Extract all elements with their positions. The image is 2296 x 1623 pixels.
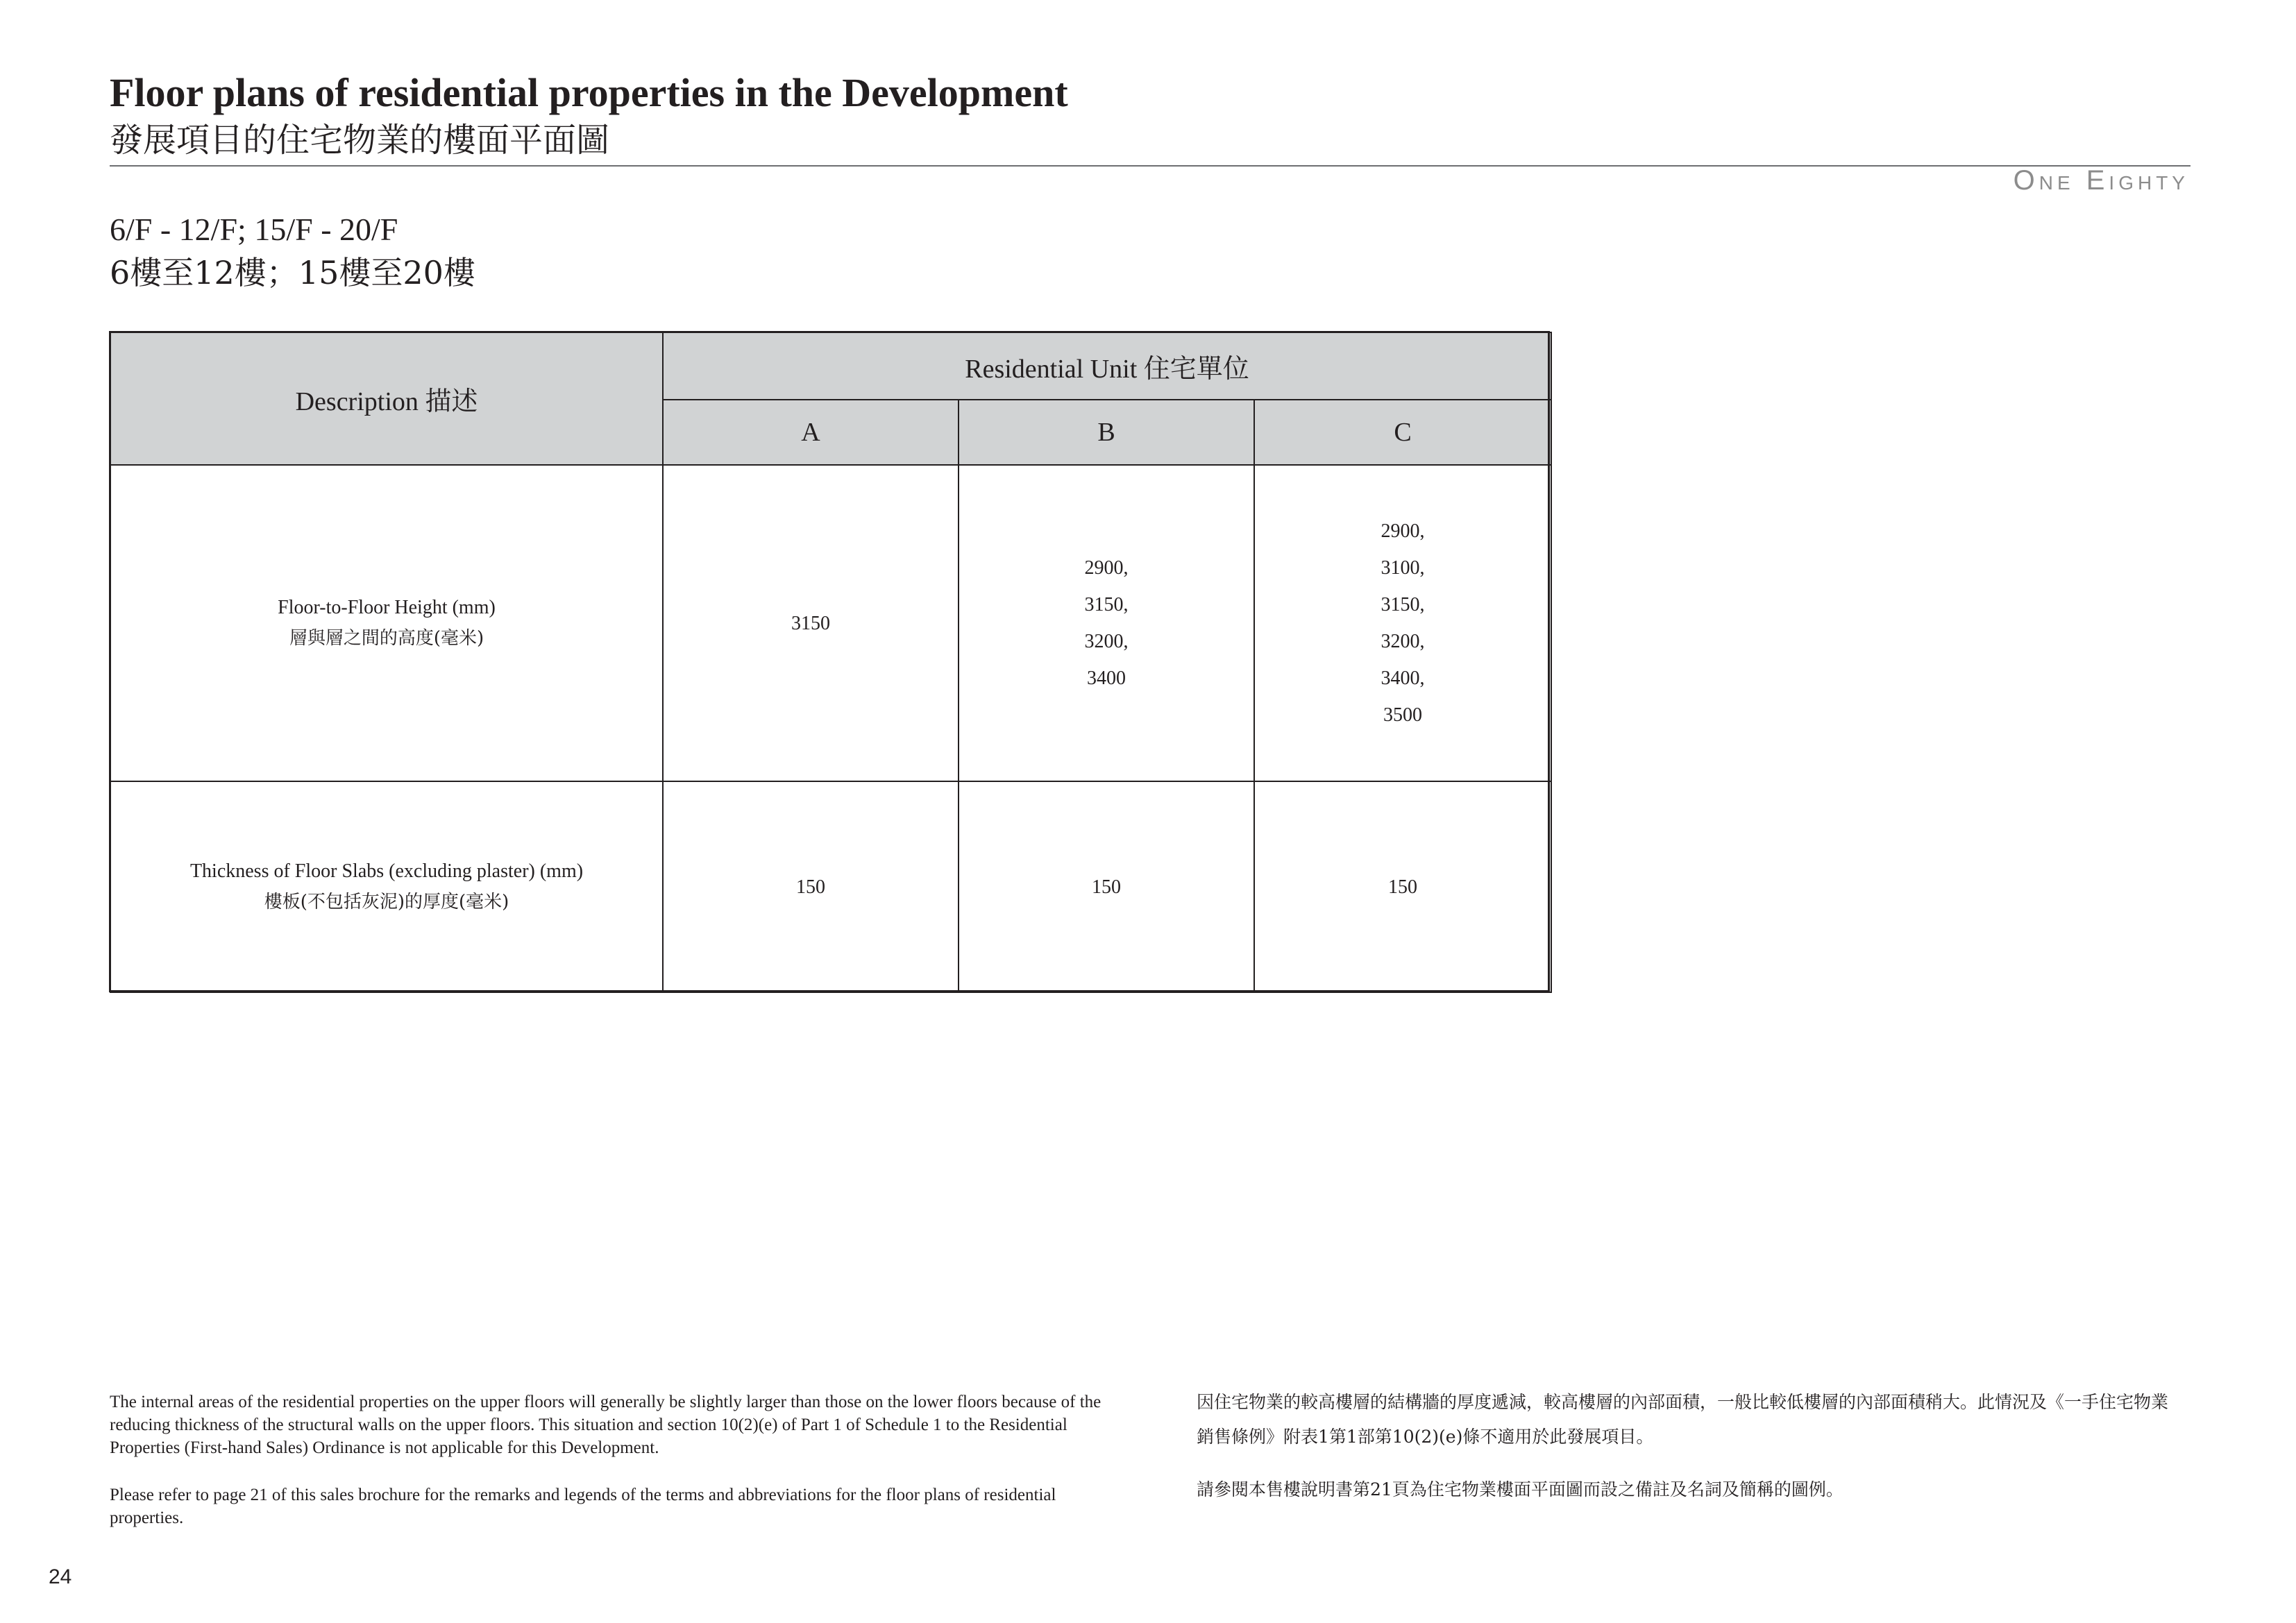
value-line: 3200, [1084,631,1129,652]
row-label: Floor-to-Floor Height (mm) [278,597,496,618]
unit-a-value [663,465,959,781]
row-description [110,781,663,992]
unit-c-header: C [1254,400,1551,465]
row-label-chinese: 樓板(不包括灰泥)的厚度(毫米) [264,892,509,912]
floor-spec-table [110,332,1552,993]
unit-a-header: A [663,400,959,465]
unit-a-value [663,781,959,992]
residential-unit-header: Residential Unit 住宅單位 [663,332,1551,400]
value-line: 3100, [1381,557,1425,579]
value-line: 3150, [1084,594,1129,615]
value-line: 3500 [1383,704,1422,726]
value-line: 150 [796,876,825,898]
note-internal-areas: The internal areas of the residential properties on the upper floors will generally be slightly larger than those on the lower floors because of the reducing thickness of the structural walls on the upper floors. This situation and section 10(2)(e) of Part 1 of Schedule 1 to the Residential Properties (First-hand Sales) Ordinance is not applicable for this Development. [110,1393,1101,1457]
value-line: 3200, [1381,631,1425,652]
value-line: 2900, [1084,557,1129,579]
row-label: Thickness of Floor Slabs (excluding plaster) (mm) [189,860,584,882]
unit-c-value [1254,781,1551,992]
unit-b-value [959,465,1254,781]
value-line: 150 [1092,876,1121,898]
unit-b-value [959,781,1254,992]
row-description [110,465,663,781]
floor-range: 6/F - 12/F; 15/F - 20/F [110,212,398,247]
page-title: Floor plans of residential properties in the Development [110,70,1068,115]
note-refer-page-chinese: 請參閱本售樓說明書第21頁為住宅物業樓面平面圖而設之備註及名詞及簡稱的圖例。 [1197,1479,1843,1499]
value-line: 3400, [1381,668,1425,689]
row-label-chinese: 層與層之間的高度(毫米) [289,628,484,649]
description-header: Description 描述 [110,332,663,465]
page-title-chinese: 發展項目的住宅物業的樓面平面圖 [110,121,610,160]
table-row [110,781,1551,992]
floor-range-chinese: 6樓至12樓；15樓至20樓 [110,254,475,291]
note-internal-areas-chinese: 因住宅物業的較高樓層的結構牆的厚度遞減，較高樓層的內部面積，一般比較低樓層的內部面積稍大。此情況及《一手住宅物業銷售條例》附表1第1部第10(2)(e)條不適用於此發展項目。 [1197,1392,2169,1447]
value-line: 3400 [1087,668,1126,689]
note-refer-page: Please refer to page 21 of this sales brochure for the remarks and legends of the terms and abbreviations for the floor plans of residential properties. [110,1486,1056,1527]
value-line: 3150 [791,612,830,634]
page-number: 24 [49,1565,72,1588]
unit-c-value [1254,465,1551,781]
unit-b-header: B [959,400,1254,465]
header-divider [110,165,2191,167]
brand-logo-text: One Eighty [2013,165,2189,196]
value-line: 150 [1388,876,1417,898]
table-row [110,465,1551,781]
value-line: 3150, [1381,594,1425,615]
value-line: 2900, [1381,520,1425,542]
